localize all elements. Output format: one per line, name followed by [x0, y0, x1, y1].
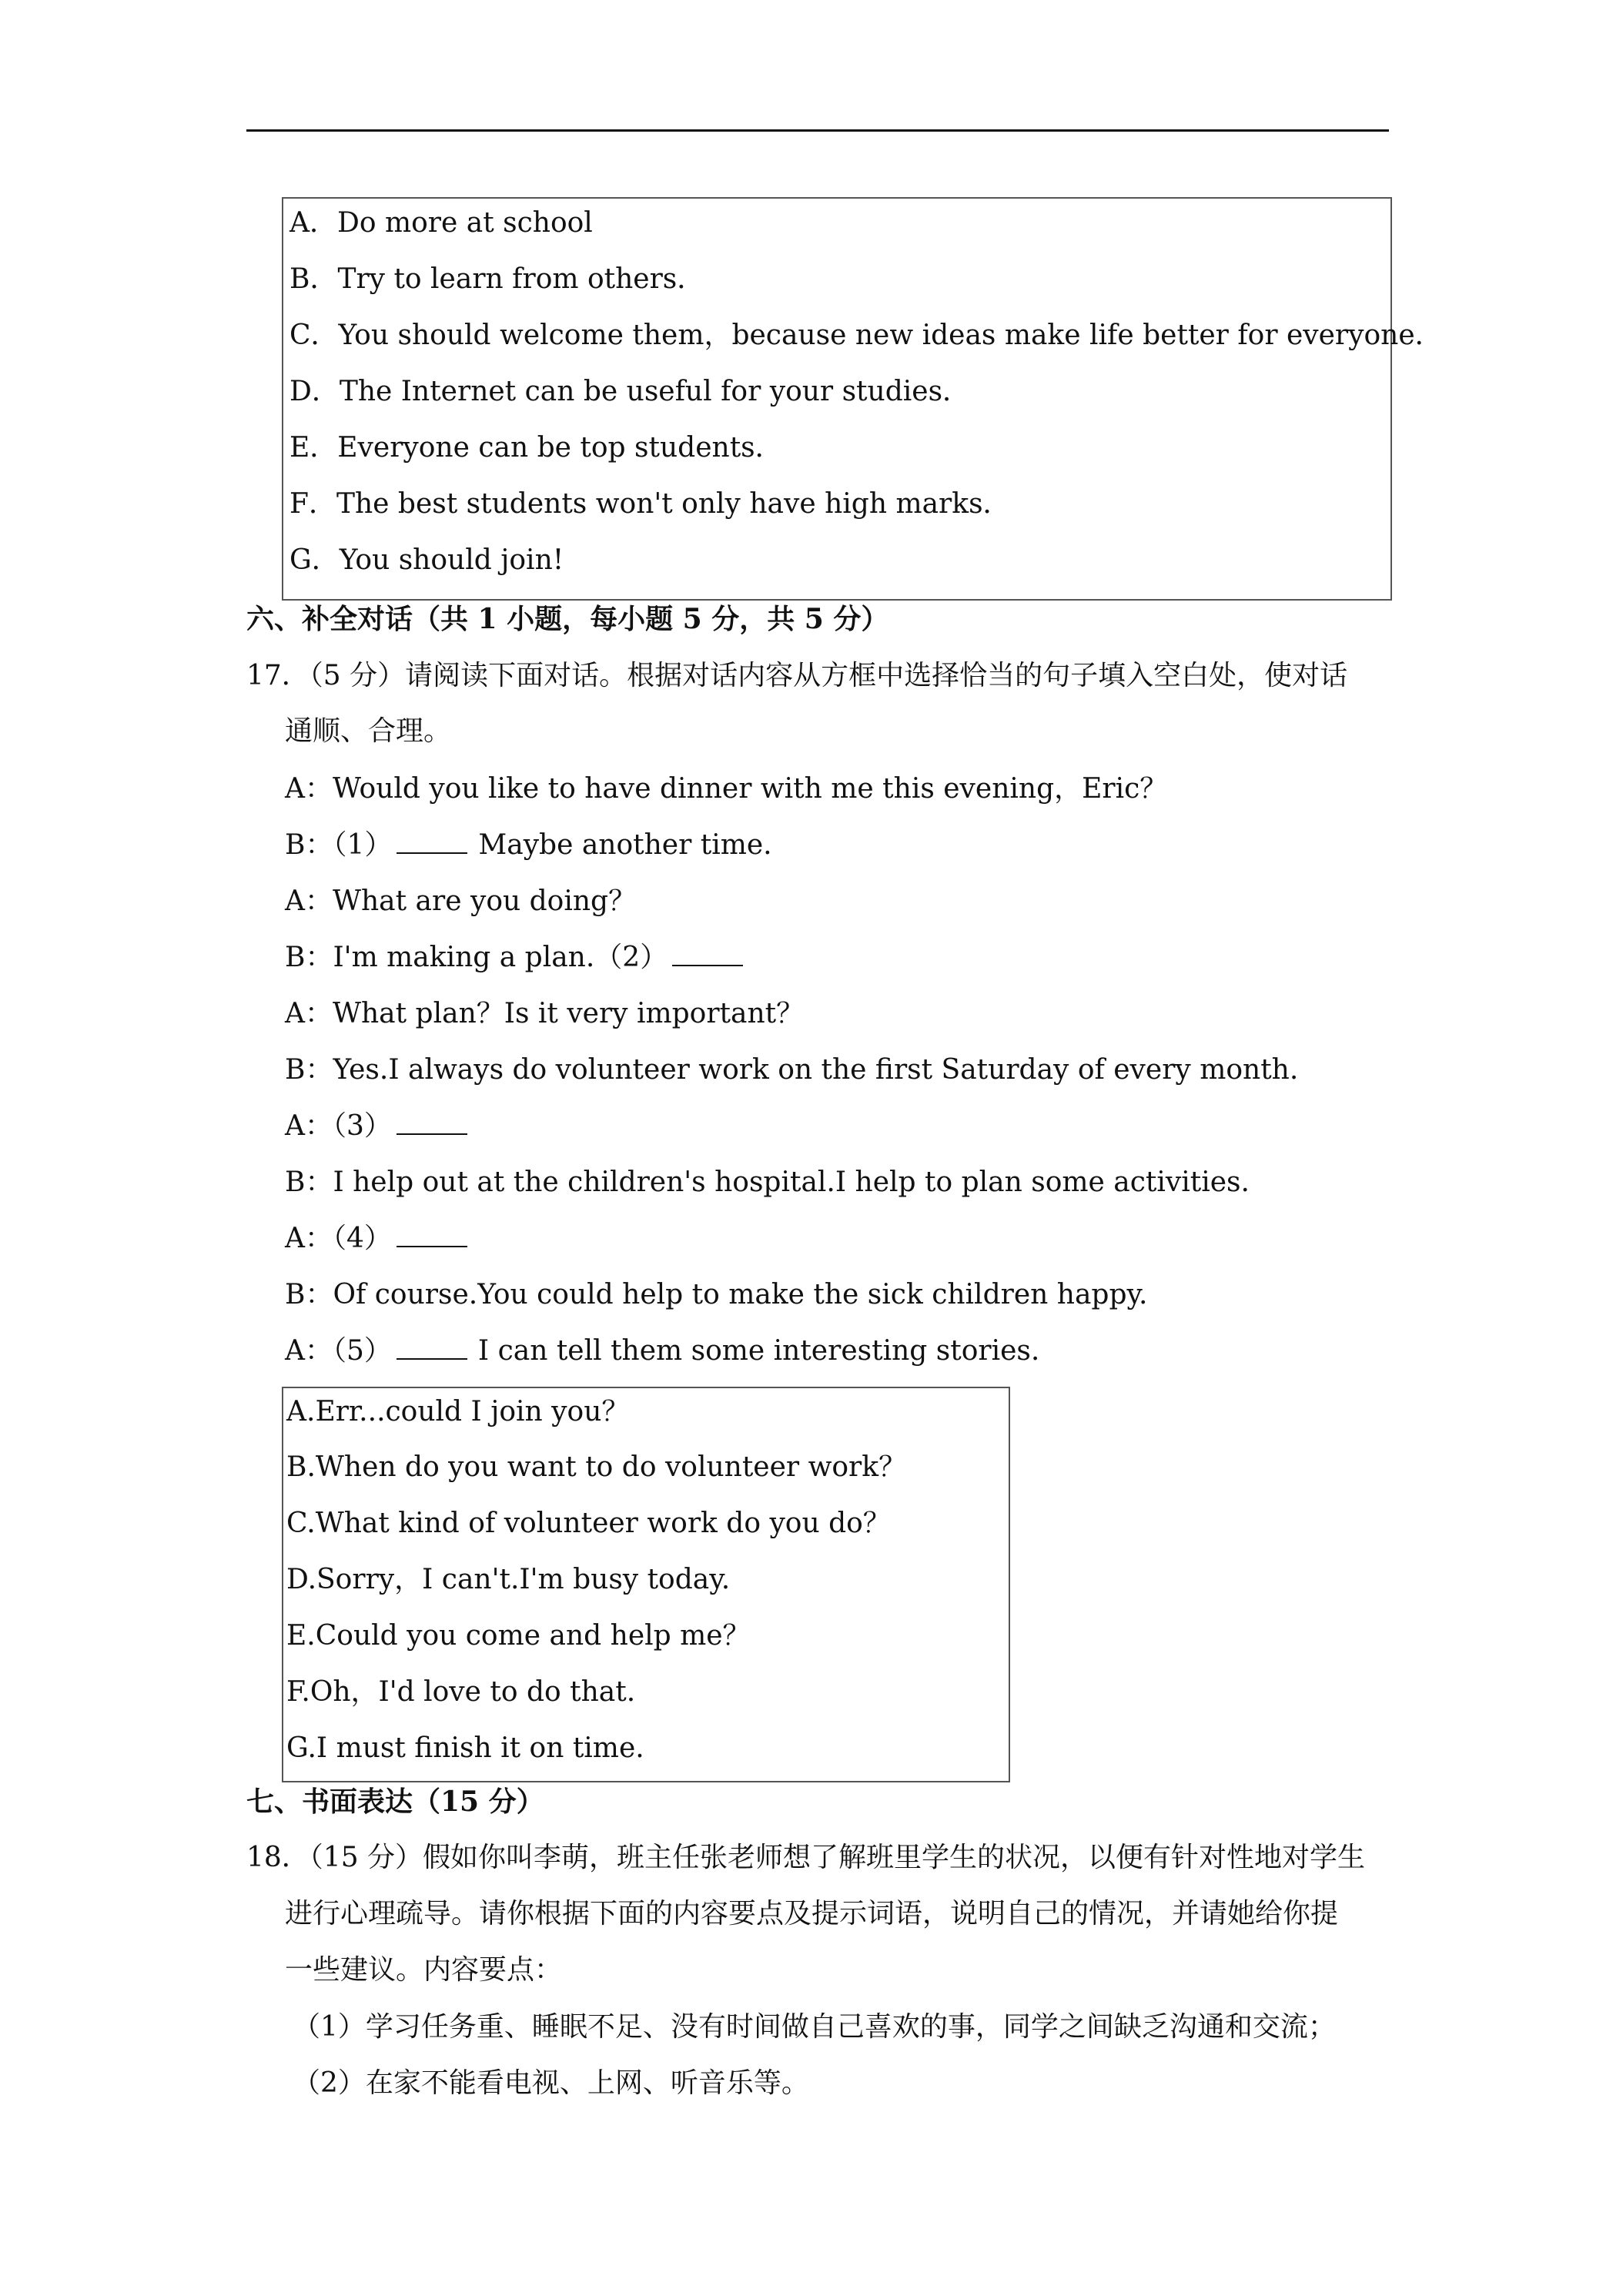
dialogue-line-2 [285, 828, 772, 862]
dialogue-line-4 [285, 941, 743, 975]
dialogue-option-c: C.What kind of volunteer work do you do？ [286, 1508, 891, 1539]
dialogue-option-b: B.When do you want to do volunteer work？ [286, 1451, 907, 1483]
blank-1 [397, 829, 467, 854]
section-6-heading: 六、补全对话（共 1 小题，每小题 5 分，共 5 分） [246, 603, 889, 635]
options-box-2 [282, 1387, 1010, 1782]
blank-3 [397, 1110, 467, 1135]
blank-4 [397, 1223, 467, 1247]
section-7-heading: 七、书面表达（15 分） [246, 1786, 544, 1818]
header-rule [246, 129, 1389, 132]
q18-point-1: （1）学习任务重、睡眠不足、没有时间做自己喜欢的事，同学之间缺乏沟通和交流； [293, 2011, 1336, 2043]
dialogue-option-a: A.Err...could I join you？ [286, 1396, 630, 1427]
dialogue-line-9-prefix: A：（4） [285, 1223, 392, 1254]
dialogue-line-10: B：Of course.You could help to make the sick children happy. [285, 1279, 1148, 1310]
dialogue-line-4-prefix: B：I'm making a plan.（2） [285, 942, 668, 973]
q18-point-2: （2）在家不能看电视、上网、听音乐等。 [293, 2067, 809, 2099]
dialogue-line-11-prefix: A：（5） [285, 1335, 392, 1367]
dialogue-line-5: A：What plan？Is it very important？ [285, 998, 805, 1029]
dialogue-line-7 [285, 1110, 467, 1143]
q18-line-1: 18．（15 分）假如你叫李萌，班主任张老师想了解班里学生的状况，以便有针对性地对学生 [246, 1842, 1366, 1873]
dialogue-option-g: G.I must finish it on time. [286, 1732, 644, 1764]
dialogue-line-8: B：I help out at the children's hospital.I help to plan some activities. [285, 1166, 1250, 1198]
options-box-1 [282, 197, 1443, 601]
dialogue-line-2-prefix: B：（1） [285, 829, 393, 861]
dialogue-line-11-suffix: I can tell them some interesting stories. [477, 1335, 1040, 1367]
option-e: E．Everyone can be top students． [289, 432, 783, 464]
option-d: D．The Internet can be useful for your studies． [289, 376, 971, 407]
q18-line-3: 一些建议。内容要点： [285, 1954, 563, 1986]
dialogue-line-11 [285, 1334, 1039, 1368]
blank-2 [672, 942, 743, 966]
dialogue-line-9 [285, 1222, 467, 1256]
q18-line-2: 进行心理疏导。请你根据下面的内容要点及提示词语，说明自己的情况，并请她给你提 [285, 1898, 1339, 1930]
dialogue-line-7-prefix: A：（3） [285, 1110, 392, 1142]
option-c: C．You should welcome them，because new ideas make life better for everyone． [289, 320, 1443, 351]
dialogue-option-d: D.Sorry，I can't.I'm busy today. [286, 1564, 731, 1595]
dialogue-option-f: F.Oh，I'd love to do that. [286, 1676, 636, 1708]
dialogue-line-3: A：What are you doing？ [285, 885, 637, 917]
option-b: B．Try to learn from others． [289, 263, 705, 295]
dialogue-line-6: B：Yes.I always do volunteer work on the first Saturday of every month. [285, 1054, 1299, 1086]
dialogue-option-e: E.Could you come and help me？ [286, 1620, 751, 1652]
option-f: F．The best students won't only have high marks． [289, 488, 1011, 520]
option-a: A．Do more at school [289, 207, 593, 239]
blank-5 [397, 1335, 467, 1360]
q17-prompt-line-2: 通顺、合理。 [285, 715, 452, 747]
q17-prompt-line-1: 17．（5 分）请阅读下面对话。根据对话内容从方框中选择恰当的句子填入空白处，使对话 [246, 660, 1348, 691]
option-g: G．You should join! [289, 544, 564, 576]
dialogue-line-1: A：Would you like to have dinner with me this evening，Eric？ [285, 773, 1168, 805]
dialogue-line-2-suffix: Maybe another time. [478, 829, 772, 861]
